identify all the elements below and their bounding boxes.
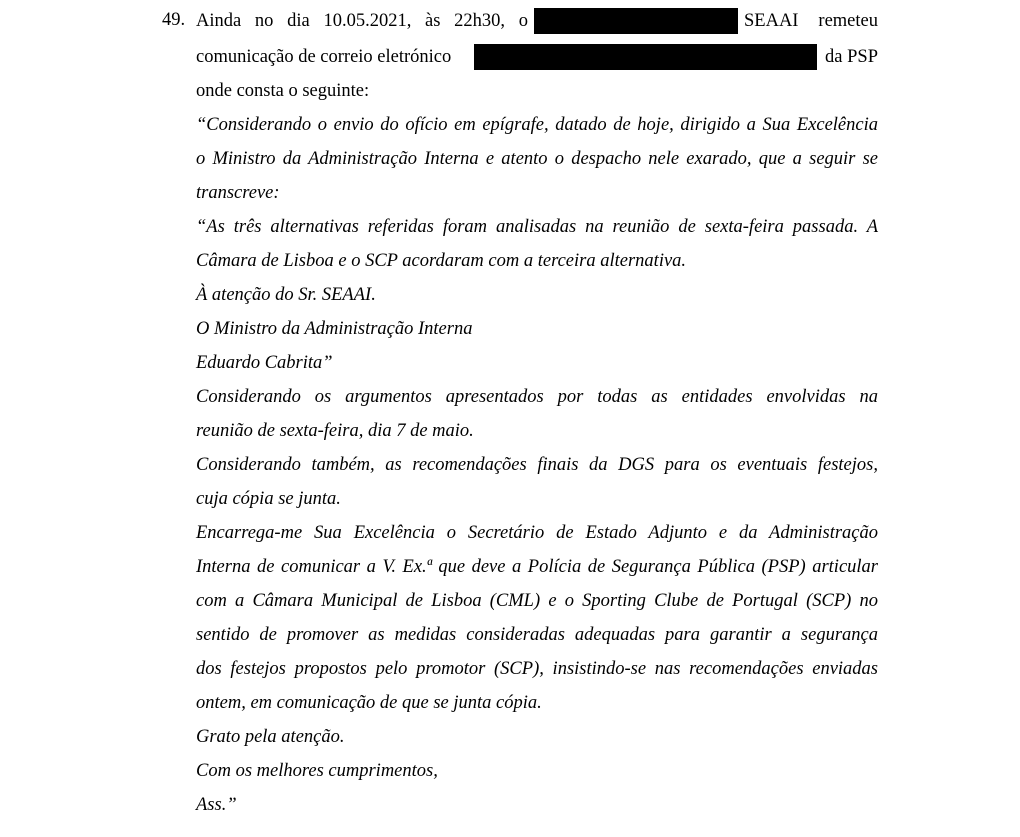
paragraph-line-3: onde consta o seguinte: xyxy=(196,81,370,101)
quote-line: Eduardo Cabrita” xyxy=(196,353,333,373)
quote-line: Encarrega-me Sua Excelência o Secretário de Estado Adjunto e da Administração xyxy=(196,523,878,543)
quote-line: dos festejos propostos pelo promotor (SCP), insistindo-se nas recomendações enviadas xyxy=(196,659,878,679)
quote-line: “As três alternativas referidas foram analisadas na reunião de sexta-feira passada. A xyxy=(196,217,878,237)
quote-line: Câmara de Lisboa e o SCP acordaram com a terceira alternativa. xyxy=(196,251,687,271)
quote-line: com a Câmara Municipal de Lisboa (CML) e o Sporting Clube de Portugal (SCP) no xyxy=(196,591,878,611)
paragraph-line-2-start: comunicação de correio eletrónico xyxy=(196,47,452,67)
quote-line: O Ministro da Administração Interna xyxy=(196,319,473,339)
quote-line: À atenção do Sr. SEAAI. xyxy=(196,285,376,305)
quote-line: reunião de sexta-feira, dia 7 de maio. xyxy=(196,421,474,441)
paragraph-line-1 xyxy=(196,8,878,34)
paragraph-line-1-end: SEAAI remeteu xyxy=(744,11,878,31)
quote-line: Ass.” xyxy=(196,795,237,815)
quote-line: sentido de promover as medidas consideradas adequadas para garantir a segurança xyxy=(196,625,878,645)
paragraph-line-2 xyxy=(196,44,878,70)
quote-line: Grato pela atenção. xyxy=(196,727,345,747)
quote-line: o Ministro da Administração Interna e atento o despacho nele exarado, que a seguir se xyxy=(196,149,878,169)
quote-line: Com os melhores cumprimentos, xyxy=(196,761,438,781)
paragraph-line-1-start: Ainda no dia 10.05.2021, às 22h30, o xyxy=(196,11,528,31)
quote-line: Considerando os argumentos apresentados por todas as entidades envolvidas na xyxy=(196,387,878,407)
quote-line: “Considerando o envio do ofício em epígrafe, datado de hoje, dirigido a Sua Excelência xyxy=(196,115,878,135)
redaction-bar xyxy=(474,44,817,70)
quote-line: Interna de comunicar a V. Ex.ª que deve a Polícia de Segurança Pública (PSP) articular xyxy=(196,557,878,577)
quote-line: ontem, em comunicação de que se junta cópia. xyxy=(196,693,542,713)
quote-line: cuja cópia se junta. xyxy=(196,489,341,509)
redaction-bar xyxy=(534,8,738,34)
item-number: 49. xyxy=(162,10,186,30)
quote-line: Considerando também, as recomendações finais da DGS para os eventuais festejos, xyxy=(196,455,878,475)
paragraph-line-2-end: da PSP xyxy=(825,47,878,67)
quote-line: transcreve: xyxy=(196,183,280,203)
